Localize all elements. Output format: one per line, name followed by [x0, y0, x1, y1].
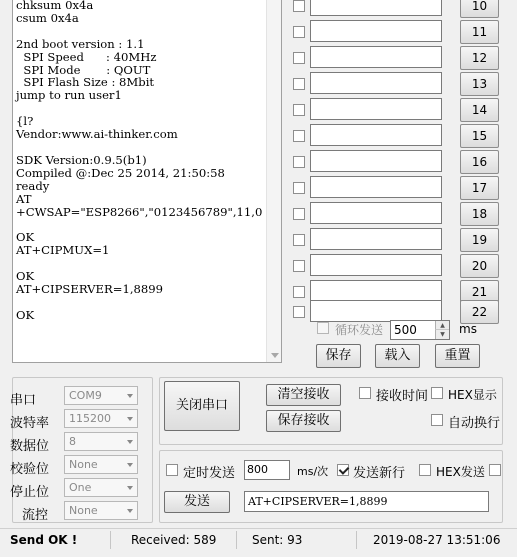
multi-send-checkbox[interactable]: [293, 156, 305, 168]
loop-unit-label: ms: [459, 322, 477, 336]
multi-send-input[interactable]: [310, 0, 442, 16]
auto-wrap-checkbox[interactable]: [431, 414, 443, 426]
load-button[interactable]: 载入: [375, 344, 420, 368]
port-setting-row: [10, 478, 140, 498]
multi-send-checkbox[interactable]: [293, 208, 305, 220]
port-label: 串口: [10, 393, 37, 408]
multi-send-checkbox[interactable]: [293, 306, 305, 318]
save-receive-button[interactable]: 保存接收: [266, 410, 341, 432]
multi-send-row: [290, 150, 517, 176]
databits-select[interactable]: [64, 432, 138, 451]
multi-send-input[interactable]: [310, 280, 442, 302]
received-count: Received: 589: [131, 533, 217, 547]
multi-send-row: [290, 124, 517, 150]
multi-send-row: [290, 176, 517, 202]
receive-time-checkbox[interactable]: [359, 387, 371, 399]
send-status: Send OK !: [10, 533, 78, 547]
save-button[interactable]: 保存: [316, 344, 361, 368]
scroll-down-arrow-icon[interactable]: [271, 353, 279, 358]
port-setting-row: [10, 501, 140, 521]
flowctrl-select[interactable]: [64, 501, 138, 520]
hex-display-checkbox[interactable]: [431, 387, 443, 399]
multi-send-input[interactable]: [310, 124, 442, 146]
receive-time-label: 接收时间: [376, 389, 429, 404]
multi-send-input[interactable]: [310, 300, 442, 322]
flowctrl-label: 流控: [22, 508, 49, 523]
multi-send-checkbox[interactable]: [293, 234, 305, 246]
chevron-down-icon: [127, 417, 133, 421]
multi-send-button[interactable]: 19: [460, 228, 499, 252]
multi-send-checkbox[interactable]: [293, 182, 305, 194]
multi-send-input[interactable]: [310, 202, 442, 224]
hex-display-label: HEX显示: [448, 388, 497, 402]
loop-interval-value[interactable]: 500: [394, 323, 417, 337]
status-divider: [110, 531, 111, 549]
send-button[interactable]: 发送: [164, 491, 230, 513]
chevron-down-icon: [127, 486, 133, 490]
multi-send-row: [290, 228, 517, 254]
baud-value: 115200: [69, 412, 111, 425]
multi-send-checkbox[interactable]: [293, 78, 305, 90]
multi-send-button[interactable]: 16: [460, 150, 499, 174]
multi-send-checkbox[interactable]: [293, 130, 305, 142]
chevron-down-icon: [127, 440, 133, 444]
timestamp: 2019-08-27 13:51:06: [373, 533, 501, 547]
status-divider: [356, 531, 357, 549]
chevron-down-icon: [127, 509, 133, 513]
multi-send-checkbox[interactable]: [293, 0, 305, 12]
multi-send-button[interactable]: 20: [460, 254, 499, 278]
flowctrl-value: None: [69, 504, 98, 517]
port-setting-row: [10, 386, 140, 406]
multi-send-button[interactable]: 22: [460, 300, 499, 324]
parity-value: None: [69, 458, 98, 471]
databits-value: 8: [69, 435, 76, 448]
multi-send-input[interactable]: [310, 176, 442, 198]
multi-send-button[interactable]: 18: [460, 202, 499, 226]
multi-send-checkbox[interactable]: [293, 26, 305, 38]
multi-send-button[interactable]: 15: [460, 124, 499, 148]
stopbits-value: One: [69, 481, 92, 494]
hex-send-label: HEX发送: [436, 465, 485, 479]
multi-send-checkbox[interactable]: [293, 52, 305, 64]
port-select[interactable]: [64, 386, 138, 405]
multi-send-button[interactable]: 11: [460, 20, 499, 44]
baud-label: 波特率: [10, 416, 50, 431]
close-port-button[interactable]: 关闭串口: [164, 381, 240, 431]
multi-send-row: [290, 72, 517, 98]
stopbits-select[interactable]: [64, 478, 138, 497]
receive-scrollbar[interactable]: [266, 0, 281, 362]
multi-send-input[interactable]: [310, 20, 442, 42]
timed-interval-unit: ms/次: [297, 465, 329, 478]
loop-send-label: 循环发送: [335, 323, 384, 337]
extra-option-checkbox[interactable]: [489, 464, 501, 476]
auto-wrap-label: 自动换行: [448, 416, 501, 431]
multi-send-row: [290, 98, 517, 124]
databits-label: 数据位: [10, 439, 50, 454]
multi-send-input[interactable]: [310, 150, 442, 172]
clear-receive-button[interactable]: 清空接收: [266, 384, 341, 406]
timed-interval-input[interactable]: 800: [244, 460, 290, 480]
stopbits-label: 停止位: [10, 485, 50, 500]
multi-send-input[interactable]: [310, 72, 442, 94]
timed-send-checkbox[interactable]: [166, 464, 178, 476]
multi-send-input[interactable]: [310, 254, 442, 276]
spin-up-icon[interactable]: ▲: [435, 321, 449, 330]
reset-button[interactable]: 重置: [435, 344, 480, 368]
send-newline-checkbox[interactable]: [337, 464, 349, 476]
port-setting-row: [10, 432, 140, 452]
multi-send-input[interactable]: [310, 98, 442, 120]
baud-select[interactable]: [64, 409, 138, 428]
multi-send-row: [290, 202, 517, 228]
send-newline-label: 发送新行: [353, 466, 406, 481]
multi-send-checkbox[interactable]: [293, 260, 305, 272]
multi-send-row: [290, 254, 517, 280]
port-setting-row: [10, 455, 140, 475]
spin-down-icon[interactable]: ▼: [435, 330, 449, 339]
port-setting-row: [10, 409, 140, 429]
hex-send-checkbox[interactable]: [419, 464, 431, 476]
multi-send-row: [290, 46, 517, 72]
multi-send-input[interactable]: [310, 46, 442, 68]
multi-send-checkbox[interactable]: [293, 286, 305, 298]
chevron-down-icon: [127, 463, 133, 467]
multi-send-input[interactable]: [310, 228, 442, 250]
receive-textarea[interactable]: [12, 0, 282, 363]
timed-send-label: 定时发送: [183, 466, 236, 481]
chevron-down-icon: [127, 394, 133, 398]
parity-label: 校验位: [10, 462, 50, 477]
multi-send-row: [290, 0, 517, 20]
multi-send-row: [290, 20, 517, 46]
parity-select[interactable]: [64, 455, 138, 474]
multi-send-button[interactable]: 21: [460, 280, 499, 304]
status-bar: [0, 528, 517, 557]
multi-send-button[interactable]: 10: [460, 0, 499, 18]
status-divider: [236, 531, 237, 549]
receive-text: chksum 0x4a csum 0x4a 2nd boot version : 1.1 SPI Speed : 40MHz SPI Mode : QOUT SPI Flash Size : 8Mbit jump to run user1 {l? Vendor:www.ai-thinker.com SDK Version:0.9.5(b1) Compiled @:Dec 25 2014, 21:50:58 ready AT +CWSAP="ESP8266","0123456789",11,0 OK AT+CIPMUX=1 OK AT+CIPSERVER=1,8899 OK: [16, 0, 263, 322]
multi-send-button[interactable]: 12: [460, 46, 499, 70]
multi-send-button[interactable]: 17: [460, 176, 499, 200]
loop-interval-spinbox[interactable]: [390, 320, 450, 340]
port-value: COM9: [69, 389, 102, 402]
send-input[interactable]: AT+CIPSERVER=1,8899: [244, 491, 489, 512]
multi-send-button[interactable]: 14: [460, 98, 499, 122]
multi-send-list: [290, 0, 517, 319]
sent-count: Sent: 93: [252, 533, 303, 547]
multi-send-checkbox[interactable]: [293, 104, 305, 116]
multi-send-button[interactable]: 13: [460, 72, 499, 96]
loop-send-checkbox[interactable]: [317, 322, 329, 334]
